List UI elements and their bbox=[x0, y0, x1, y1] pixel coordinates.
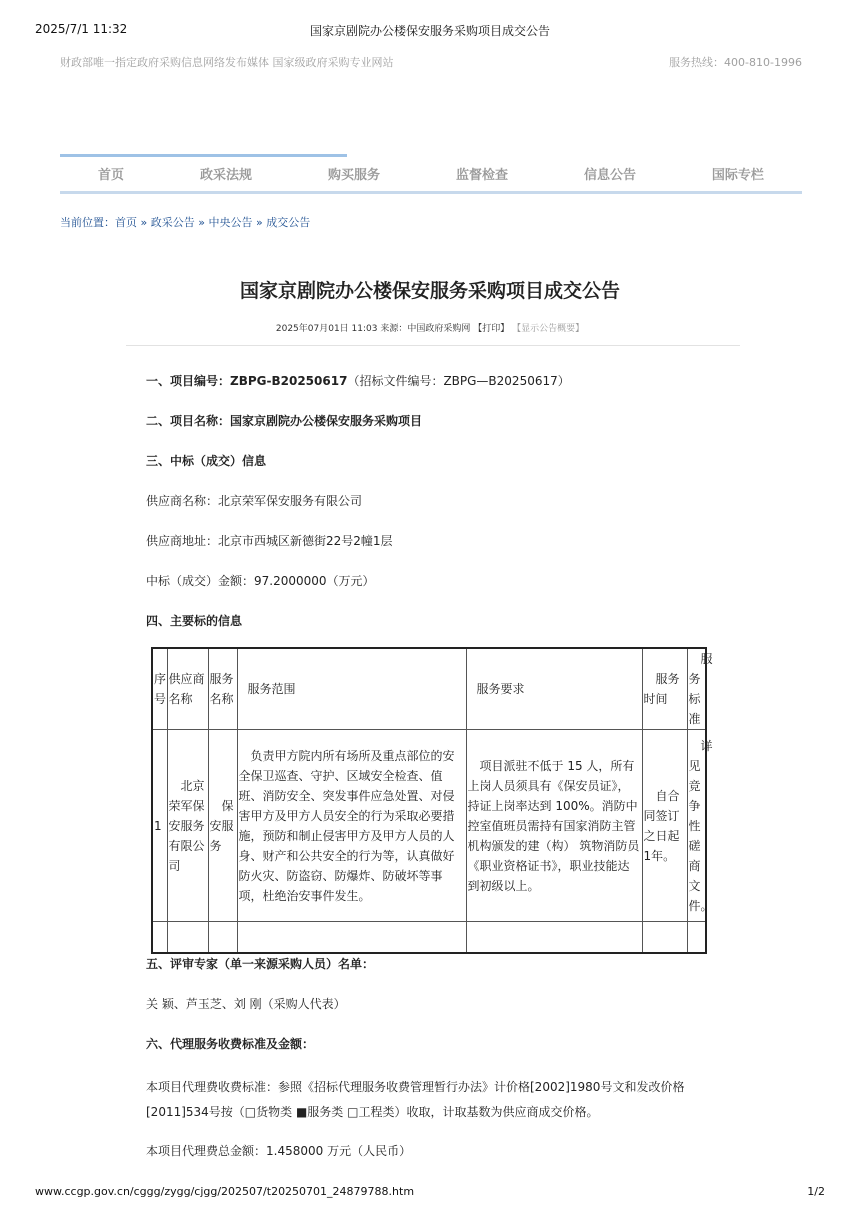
article-title: 国家京剧院办公楼保安服务采购项目成交公告 bbox=[239, 280, 620, 302]
project-number bbox=[146, 372, 570, 389]
header-supplier: 供应商名称 bbox=[167, 648, 208, 730]
breadcrumb-prefix: 当前位置： bbox=[60, 216, 115, 229]
header-no: 序号 bbox=[152, 648, 167, 730]
print-footer bbox=[35, 1185, 825, 1199]
print-header bbox=[35, 22, 825, 38]
breadcrumb-separator: » bbox=[137, 216, 151, 229]
header-service-scope: 服务范围 bbox=[237, 648, 466, 730]
agency-fee-heading: 六、代理服务收费标准及金额： bbox=[146, 1037, 315, 1051]
nav-item-regulations[interactable]: 政采法规 bbox=[199, 168, 252, 183]
main-nav bbox=[60, 158, 802, 194]
nav-item-purchase-services[interactable]: 购买服务 bbox=[327, 168, 380, 183]
award-info-heading: 三、中标（成交）信息 bbox=[146, 454, 267, 468]
agency-fee-total: 本项目代理费总金额：1.458000 万元（人民币） bbox=[146, 1144, 412, 1158]
breadcrumb-procurement-announcements[interactable]: 政采公告 bbox=[150, 216, 195, 229]
print-page-title: 国家京剧院办公楼保安服务采购项目成交公告 bbox=[309, 24, 550, 38]
nav-item-supervision[interactable]: 监督检查 bbox=[455, 168, 508, 183]
title-divider bbox=[126, 345, 740, 346]
table-row-empty bbox=[152, 922, 706, 953]
section-agency-fee bbox=[146, 1035, 314, 1052]
article-meta bbox=[0, 321, 860, 334]
cell-service-requirement: 项目派驻不低于 15 人，所有上岗人员须具有《保安员证》， 持证上岗率达到 100%。消防中控室值班员需持有国家消防主管机构颁发的建（构） 筑物消防员《职业资格证书》，职业技能达到初级以上。 bbox=[466, 730, 642, 922]
table-row bbox=[152, 730, 706, 922]
breadcrumb bbox=[60, 214, 310, 230]
section-main-subject bbox=[146, 612, 242, 629]
header-service-name: 服务名称 bbox=[208, 648, 237, 730]
cell-service-scope: 负责甲方院内所有场所及重点部位的安全保卫巡查、守护、区域安全检查、值班、消防安全、突发事件应急处置、对侵害甲方及甲方人员安全的行为采取必要措施，预防和制止侵害甲方及甲方人员的人身、财产和公共安全的行为等，认真做好防火灾、防盗窃、防爆炸、防破坏等事项，杜绝治安事件发生。 bbox=[237, 730, 466, 922]
cell-no: 1 bbox=[152, 730, 167, 922]
nav-item-announcements[interactable]: 信息公告 bbox=[583, 168, 636, 183]
project-number-value: ZBPG-B20250617 bbox=[230, 374, 348, 388]
table-header-row bbox=[152, 648, 706, 730]
section-award-info bbox=[146, 452, 266, 469]
breadcrumb-separator: » bbox=[194, 216, 209, 229]
project-name-value: 国家京剧院办公楼保安服务采购项目 bbox=[230, 414, 423, 428]
cell-service-time: 自合同签订之日起1年。 bbox=[642, 730, 687, 922]
cell-service-standard: 详见竞争性磋商文件。 bbox=[687, 730, 706, 922]
site-topbar bbox=[60, 54, 802, 68]
breadcrumb-central-announcements[interactable]: 中央公告 bbox=[208, 216, 253, 229]
project-name bbox=[146, 412, 422, 429]
supplier-address: 供应商地址：北京市西城区新德街22号2幢1层 bbox=[146, 534, 393, 548]
breadcrumb-home[interactable]: 首页 bbox=[115, 216, 137, 229]
award-amount: 中标（成交）金额：97.2000000（万元） bbox=[146, 574, 375, 588]
print-link[interactable]: 【打印】 bbox=[473, 324, 510, 334]
header-service-standard: 服务标准 bbox=[687, 648, 706, 730]
project-number-label: 一、项目编号： bbox=[146, 374, 231, 388]
nav-item-international[interactable]: 国际专栏 bbox=[711, 168, 764, 183]
project-name-label: 二、项目名称： bbox=[146, 414, 231, 428]
cell-supplier: 北京荣军保安服务有限公司 bbox=[167, 730, 208, 922]
tender-doc-number: （招标文件编号：ZBPG—B20250617） bbox=[347, 374, 570, 388]
nav-item-home[interactable]: 首页 bbox=[98, 168, 125, 183]
header-service-requirement: 服务要求 bbox=[466, 648, 642, 730]
breadcrumb-separator: » bbox=[252, 216, 267, 229]
publish-info: 2025年07月01日 11:03 来源：中国政府采购网 bbox=[275, 324, 474, 334]
page-number: 1/2 bbox=[807, 1185, 825, 1198]
service-hotline: 服务热线：400-810-1996 bbox=[669, 56, 802, 69]
experts-heading: 五、评审专家（单一来源采购人员）名单： bbox=[146, 957, 375, 971]
page-url: www.ccgp.gov.cn/cggg/zygg/cjgg/202507/t20250701_24879788.htm bbox=[35, 1185, 415, 1198]
site-slogan: 财政部唯一指定政府采购信息网络发布媒体 国家级政府采购专业网站 bbox=[60, 56, 394, 69]
expert-list: 关 颖、芦玉芝、刘 刚（采购人代表） bbox=[146, 997, 346, 1011]
nav-accent-bar bbox=[60, 154, 347, 157]
main-subject-table bbox=[151, 647, 713, 954]
header-service-time: 服务时间 bbox=[642, 648, 687, 730]
main-subject-heading: 四、主要标的信息 bbox=[146, 614, 243, 628]
supplier-name: 供应商名称：北京荣军保安服务有限公司 bbox=[146, 494, 363, 508]
agency-fee-standard: 本项目代理费收费标准：参照《招标代理服务收费管理暂行办法》计价格[2002]1980号文和发改价格[2011]534号按（□货物类 ■服务类 □工程类）收取，计取基数为供应商成交价格。 bbox=[146, 1080, 685, 1119]
print-datetime: 2025/7/1 11:32 bbox=[35, 22, 128, 36]
show-summary-link[interactable]: 【显示公告概要】 bbox=[512, 324, 585, 334]
breadcrumb-deal-announcements[interactable]: 成交公告 bbox=[266, 216, 311, 229]
section-experts bbox=[146, 955, 374, 972]
cell-service-name: 保安服务 bbox=[208, 730, 237, 922]
